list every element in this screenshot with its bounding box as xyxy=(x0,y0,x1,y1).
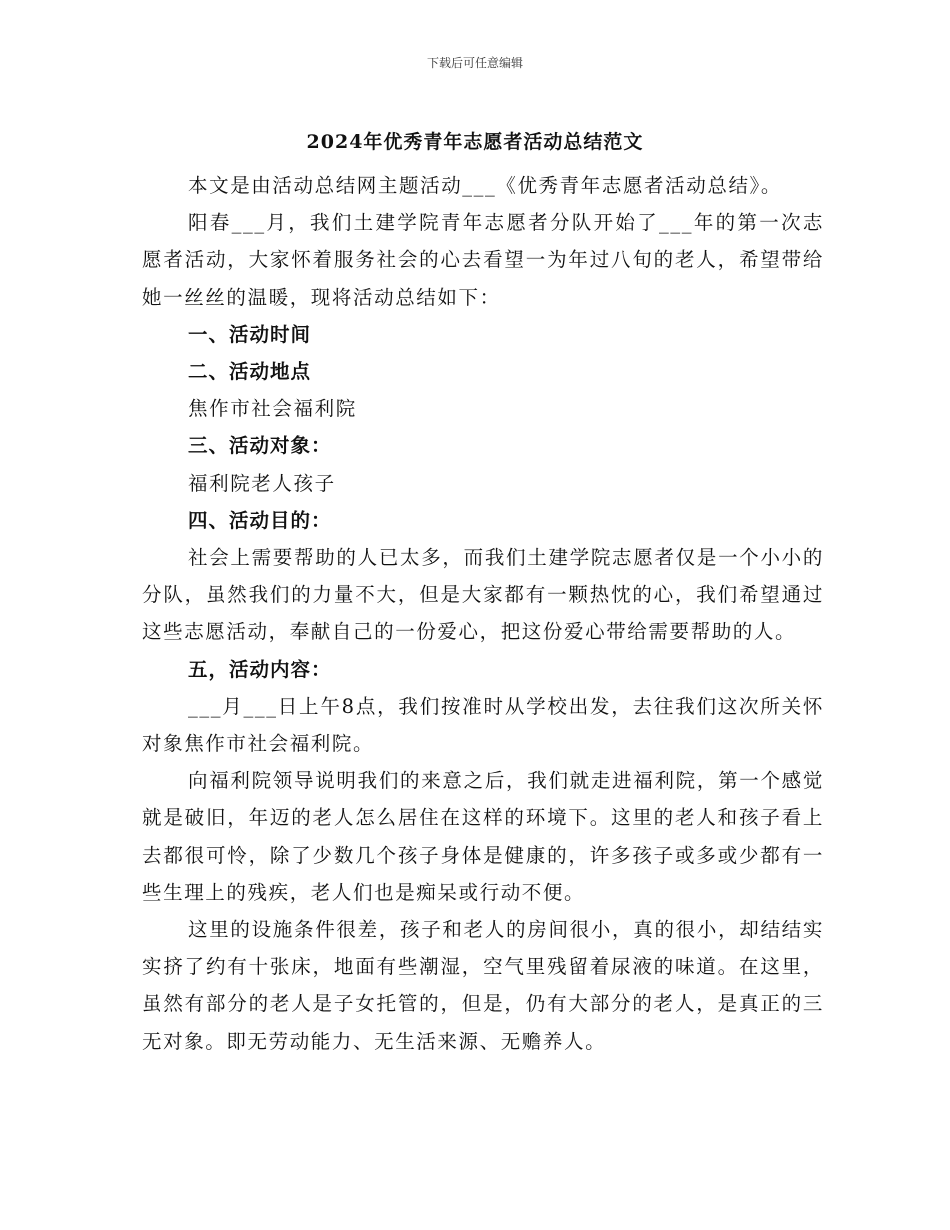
paragraph-intro: 本文是由活动总结网主题活动___《优秀青年志愿者活动总结》。 xyxy=(188,174,783,197)
paragraph-first-impression: 向福利院领导说明我们的来意之后，我们就走进福利院，第一个感觉就是破旧，年迈的老人怎么居住在这样的环境下。这里的老人和孩子看上去都很可怜，除了少数几个孩子身体是健康的，许多孩子或多或少都有一些生理上的残疾，老人们也是痴呆或行动不便。 xyxy=(142,769,824,904)
paragraph-opening: 阳春___月，我们土建学院青年志愿者分队开始了___年的第一次志愿者活动，大家怀着服务社会的心去看望一为年过八旬的老人，希望带给她一丝丝的温暖，现将活动总结如下： xyxy=(142,211,824,309)
paragraph-purpose: 社会上需要帮助的人已太多，而我们土建学院志愿者仅是一个小小的分队，虽然我们的力量不大，但是大家都有一颗热忱的心，我们希望通过这些志愿活动，奉献自己的一份爱心，把这份爱心带给需要帮助的人。 xyxy=(142,546,824,644)
paragraph-conditions: 这里的设施条件很差，孩子和老人的房间很小，真的很小，却结结实实挤了约有十张床，地面有些潮湿，空气里残留着尿液的味道。在这里，虽然有部分的老人是子女托管的，但是，仍有大部分的老人，是真正的三无对象。即无劳动能力、无生活来源、无赡养人。 xyxy=(142,918,824,1053)
paragraph-location: 焦作市社会福利院 xyxy=(188,397,357,421)
heading-activity-purpose: 四、活动目的： xyxy=(188,508,332,532)
heading-activity-target: 三、活动对象： xyxy=(188,434,332,458)
paragraph-target: 福利院老人孩子 xyxy=(188,471,336,495)
document-body xyxy=(142,167,824,1060)
heading-activity-time: 一、活动时间 xyxy=(188,322,312,346)
header-note: 下载后可任意编辑 xyxy=(426,56,523,70)
document-title: 2024年优秀青年志愿者活动总结范文 xyxy=(306,131,644,153)
heading-activity-location: 二、活动地点 xyxy=(188,360,312,384)
paragraph-departure: ___月___日上午8点，我们按准时从学校出发，去往我们这次所关怀对象焦作市社会福利院。 xyxy=(142,694,824,756)
heading-activity-content: 五，活动内容： xyxy=(188,657,332,681)
